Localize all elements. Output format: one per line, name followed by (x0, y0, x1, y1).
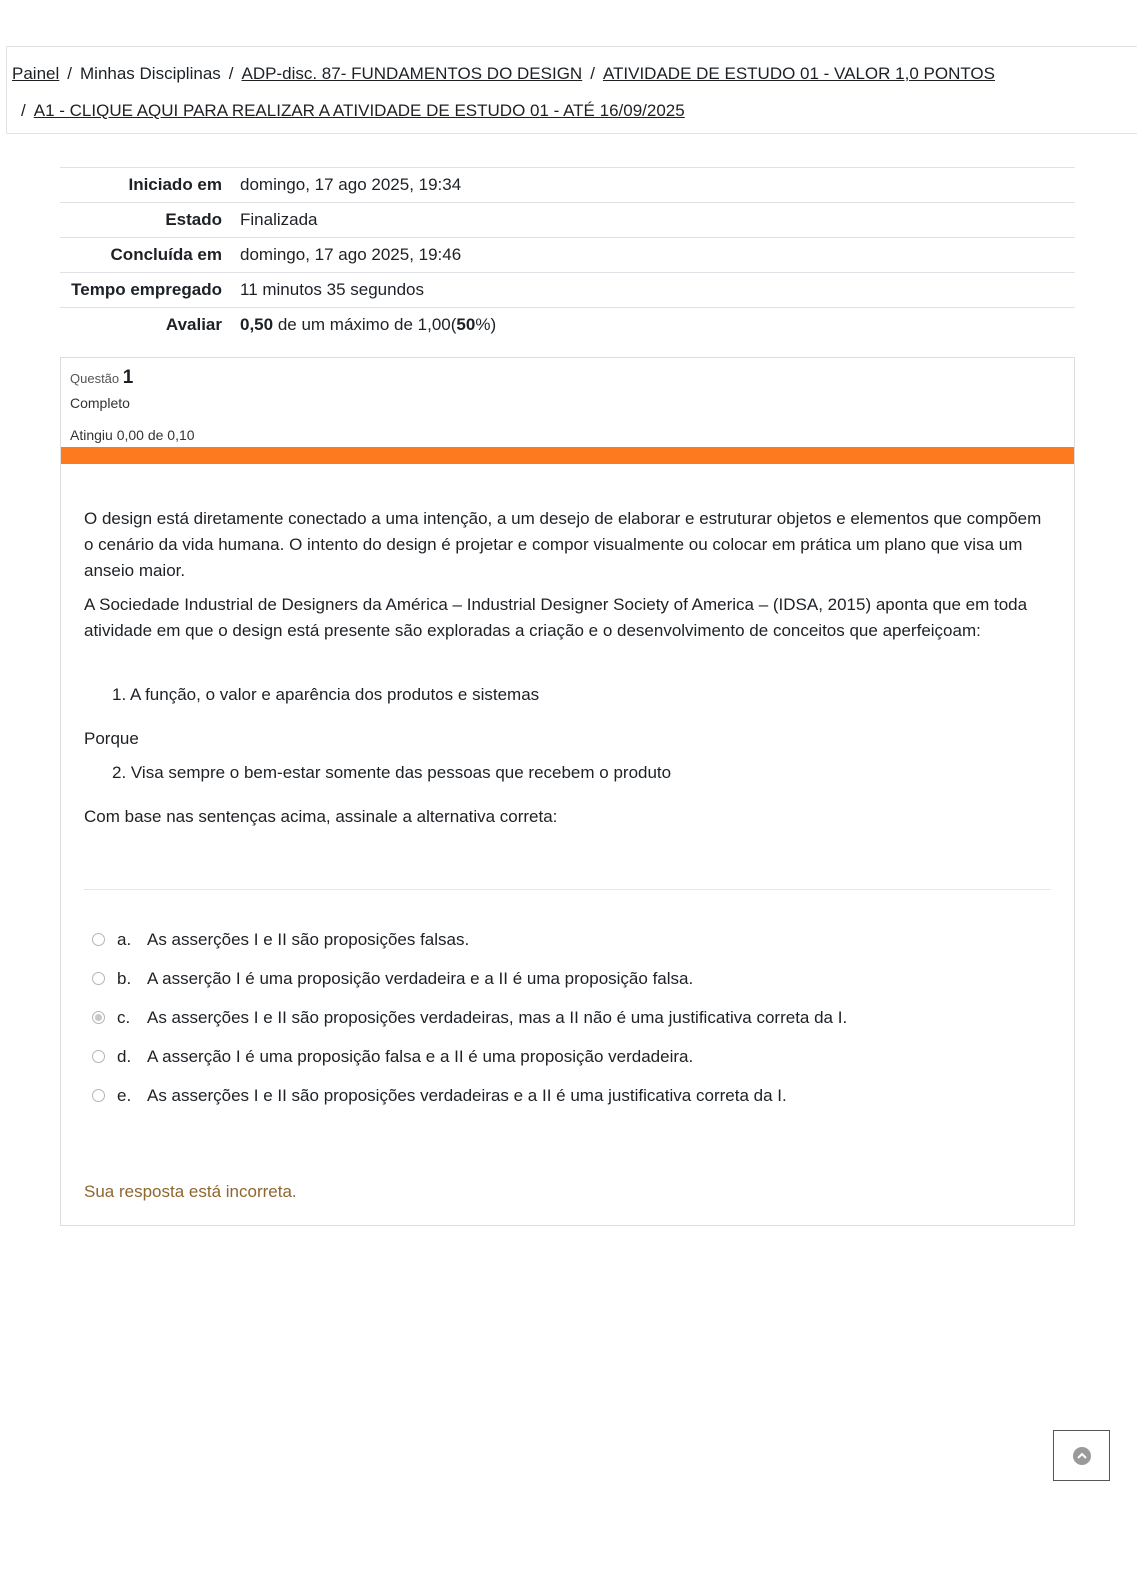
question-number-label: Questão (70, 371, 120, 386)
state-value: Finalizada (240, 210, 318, 229)
option-a[interactable] (92, 920, 1051, 959)
porque-label: Porque (84, 729, 139, 748)
option-b-radio[interactable] (92, 972, 105, 985)
chevron-up-icon (1077, 1452, 1087, 1460)
back-to-top-button[interactable] (1053, 1430, 1110, 1481)
summary-row-grade (60, 308, 1075, 343)
spacer (84, 652, 1051, 682)
grade-score: 0,50 (240, 315, 274, 334)
breadcrumb-painel-link[interactable]: Painel (12, 64, 60, 83)
breadcrumb-minhas-disciplinas: Minhas Disciplinas (80, 64, 221, 83)
grade-percent: 50 (456, 315, 476, 334)
state-label: Estado (165, 210, 222, 229)
question-card (60, 357, 1075, 1226)
summary-row-state (60, 203, 1075, 238)
option-a-letter: a. (117, 929, 132, 949)
assertion-2: 2. Visa sempre o bem-estar somente das pessoas que recebem o produto (112, 763, 672, 782)
grade-end: %) (475, 315, 497, 334)
spacer (84, 830, 1051, 889)
completed-label: Concluída em (110, 245, 222, 264)
summary-row-started (60, 168, 1075, 203)
breadcrumb-separator: / (228, 64, 234, 83)
option-c-radio[interactable] (92, 1011, 105, 1024)
option-e[interactable] (92, 1076, 1051, 1115)
breadcrumb-separator: / (67, 64, 72, 83)
option-c-text: As asserções I e II são proposições verdadeiras, mas a II não é uma justificativa correta da I. (147, 1007, 848, 1027)
question-info (61, 358, 1074, 447)
started-value: domingo, 17 ago 2025, 19:34 (240, 175, 462, 194)
time-value: 11 minutos 35 segundos (240, 280, 424, 299)
started-label: Iniciado em (128, 175, 222, 194)
option-d[interactable] (92, 1037, 1051, 1076)
option-e-radio[interactable] (92, 1089, 105, 1102)
breadcrumb-line-1 (12, 55, 1137, 92)
summary-row-completed (60, 238, 1075, 273)
assertion-1: 1. A função, o valor e aparência dos produtos e sistemas (112, 685, 540, 704)
option-e-letter: e. (117, 1085, 132, 1105)
completed-value: domingo, 17 ago 2025, 19:46 (240, 245, 462, 264)
breadcrumb-separator: / (590, 64, 595, 83)
option-b-text: A asserção I é uma proposição verdadeira e a II é uma proposição falsa. (147, 968, 694, 988)
breadcrumb (6, 46, 1137, 134)
time-label: Tempo empregado (71, 280, 222, 299)
option-e-text: As asserções I e II são proposições verdadeiras e a II é uma justificativa correta da I. (147, 1085, 787, 1105)
question-paragraph-1: O design está diretamente conectado a uma intenção, a um desejo de elaborar e estruturar objetos e elementos que compõem o cenário da vida humana. O intento do design é projetar e compor visualmente ou colocar em prática um plano que visa um anseio maior. (84, 509, 1042, 580)
option-b[interactable] (92, 959, 1051, 998)
answer-options (84, 890, 1051, 1115)
question-grade: Atingiu 0,00 de 0,10 (70, 427, 195, 443)
attempt-summary-table (60, 167, 1075, 342)
breadcrumb-activity-link[interactable]: ATIVIDADE DE ESTUDO 01 - VALOR 1,0 PONTOS (602, 64, 995, 83)
option-d-radio[interactable] (92, 1050, 105, 1063)
breadcrumb-line-2 (12, 92, 1137, 129)
option-c-letter: c. (117, 1007, 131, 1027)
option-d-letter: d. (117, 1046, 132, 1066)
spacer (61, 1115, 1074, 1182)
question-paragraph-2: A Sociedade Industrial de Designers da América – Industrial Designer Society of America – (IDSA, 2015) aponta que em toda atividade em que o design está presente são exploradas a criação e o desenvolvimento de conceitos que aperfeiçoam: (84, 595, 1028, 640)
summary-row-time (60, 273, 1075, 308)
option-a-radio[interactable] (92, 933, 105, 946)
question-number-value: 1 (122, 367, 134, 388)
grade-label: Avaliar (165, 315, 222, 334)
breadcrumb-course-link[interactable]: ADP-disc. 87- FUNDAMENTOS DO DESIGN (241, 64, 583, 83)
breadcrumb-quiz-link[interactable]: A1 - CLIQUE AQUI PARA REALIZAR A ATIVIDADE DE ESTUDO 01 - ATÉ 16/09/2025 (33, 101, 685, 120)
breadcrumb-separator: / (21, 101, 26, 120)
option-a-text: As asserções I e II são proposições falsas. (147, 929, 470, 949)
option-c[interactable] (92, 998, 1051, 1037)
grade-value (230, 308, 1075, 343)
question-text (61, 464, 1074, 1115)
question-number (70, 367, 1065, 389)
question-prompt: Com base nas sentenças acima, assinale a alternativa correta: (84, 807, 558, 826)
option-d-text: A asserção I é uma proposição falsa e a II é uma proposição verdadeira. (147, 1046, 694, 1066)
question-state: Completo (70, 395, 130, 411)
chevron-up-circle-icon (1073, 1447, 1091, 1465)
question-state-bar (61, 447, 1074, 464)
grade-max: de um máximo de 1,00( (273, 315, 457, 334)
option-b-letter: b. (117, 968, 132, 988)
answer-feedback: Sua resposta está incorreta. (84, 1182, 297, 1201)
